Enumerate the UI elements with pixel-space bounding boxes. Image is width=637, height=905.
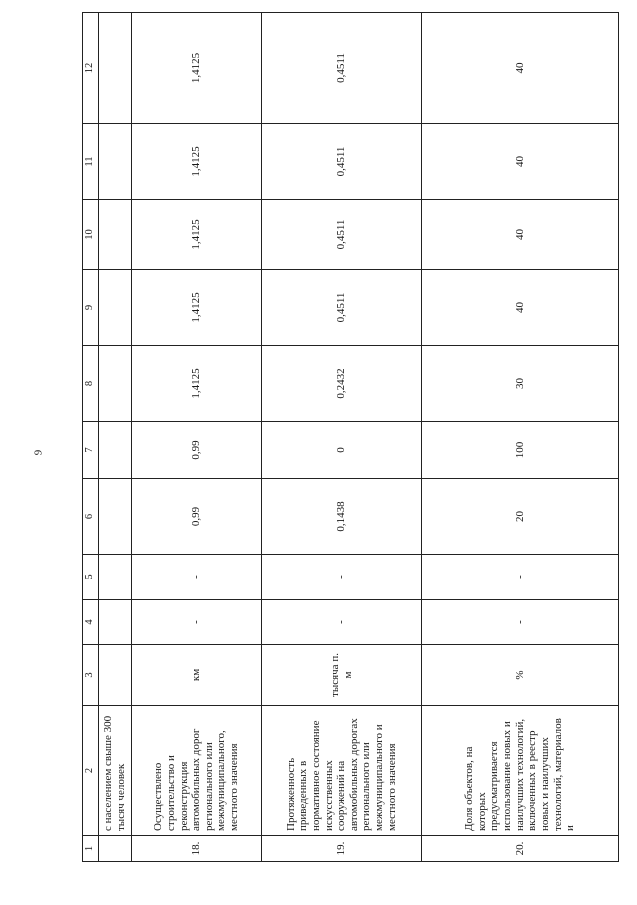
value-cell: 1,4125 (132, 124, 262, 200)
value-cell: 0,2432 (262, 346, 422, 422)
value-cell: - (262, 600, 422, 645)
value-cell: 0,1438 (262, 479, 422, 555)
column-number: 11 (83, 124, 99, 200)
value-cell: 0,99 (132, 422, 262, 479)
empty-cell (99, 200, 132, 270)
value-cell: 1,4125 (132, 200, 262, 270)
indicator-description: Осуществлено строительство и реконструкция автомобильных дорог регионального или межмуниципального, местного значения (132, 706, 262, 836)
column-number: 8 (83, 346, 99, 422)
column-number: 9 (83, 270, 99, 346)
value-cell: 0,4511 (262, 13, 422, 124)
value-cell: 40 (422, 13, 619, 124)
value-cell: 0,4511 (262, 200, 422, 270)
value-cell: 1,4125 (132, 346, 262, 422)
value-cell: - (422, 555, 619, 600)
row-number: 18. (132, 836, 262, 862)
column-number: 4 (83, 600, 99, 645)
page-number: 9 (32, 449, 45, 456)
continuation-row (99, 13, 132, 862)
value-cell: 40 (422, 200, 619, 270)
value-cell: 0,4511 (262, 270, 422, 346)
column-number: 10 (83, 200, 99, 270)
indicator-table-rotated (82, 13, 618, 862)
unit-cell: тысяча п. м (262, 645, 422, 706)
row-number: 19. (262, 836, 422, 862)
value-cell: 0,4511 (262, 124, 422, 200)
empty-cell (99, 124, 132, 200)
value-cell: 40 (422, 124, 619, 200)
value-cell: 20 (422, 479, 619, 555)
column-number: 6 (83, 479, 99, 555)
column-number: 7 (83, 422, 99, 479)
empty-cell (99, 836, 132, 862)
value-cell: - (262, 555, 422, 600)
value-cell: 100 (422, 422, 619, 479)
table-row (132, 13, 262, 862)
column-number: 3 (83, 645, 99, 706)
indicator-description: Доля объектов, на которых предусматривается использование новых и наилучших технологий, включенных в реестр новых и наилучших технологий, материалов и (422, 706, 619, 836)
empty-cell (99, 645, 132, 706)
value-cell: 40 (422, 270, 619, 346)
column-number: 1 (83, 836, 99, 862)
continuation-text: с населением свыше 300 тысяч человек (99, 706, 132, 836)
empty-cell (99, 555, 132, 600)
column-number-row (83, 13, 99, 862)
value-cell: 1,4125 (132, 13, 262, 124)
value-cell: 30 (422, 346, 619, 422)
column-number: 12 (83, 13, 99, 124)
unit-cell: км (132, 645, 262, 706)
value-cell: 0 (262, 422, 422, 479)
row-number: 20. (422, 836, 619, 862)
empty-cell (99, 479, 132, 555)
value-cell: - (132, 555, 262, 600)
value-cell: 1,4125 (132, 270, 262, 346)
value-cell: 0,99 (132, 479, 262, 555)
indicator-description: Протяженность приведенных в нормативное состояние искусственных сооружений на автомобильных дорогах регионального или межмуниципального и местного значения (262, 706, 422, 836)
value-cell: - (422, 600, 619, 645)
indicator-table (82, 12, 619, 862)
value-cell: - (132, 600, 262, 645)
table-row (422, 13, 619, 862)
unit-cell: % (422, 645, 619, 706)
column-number: 2 (83, 706, 99, 836)
empty-cell (99, 600, 132, 645)
empty-cell (99, 13, 132, 124)
empty-cell (99, 422, 132, 479)
table-row (262, 13, 422, 862)
empty-cell (99, 346, 132, 422)
column-number: 5 (83, 555, 99, 600)
empty-cell (99, 270, 132, 346)
